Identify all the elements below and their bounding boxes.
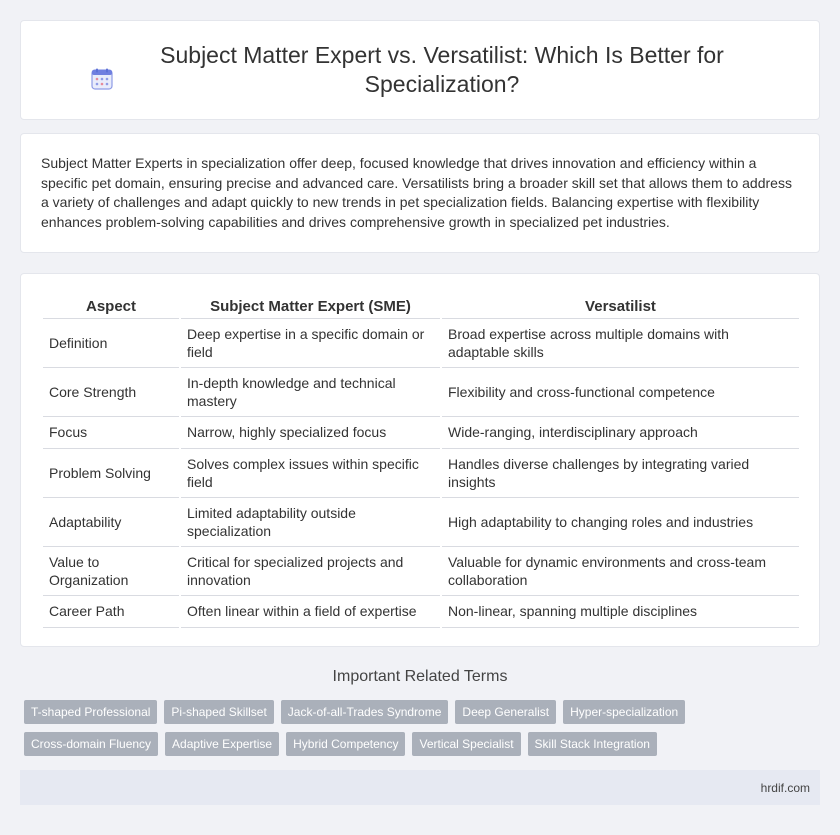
calendar-icon bbox=[90, 67, 114, 91]
title-wrap bbox=[90, 41, 750, 99]
intro-card bbox=[20, 133, 820, 253]
table-row bbox=[43, 546, 799, 595]
table-row bbox=[43, 318, 799, 367]
related-terms-tags bbox=[24, 700, 824, 764]
sme-cell: Often linear within a field of expertise bbox=[180, 595, 441, 627]
table-row bbox=[43, 497, 799, 546]
versatilist-cell: Handles diverse challenges by integrating varied insights bbox=[441, 448, 799, 497]
aspect-cell: Core Strength bbox=[43, 367, 180, 416]
versatilist-cell: Broad expertise across multiple domains with adaptable skills bbox=[441, 318, 799, 367]
table-row bbox=[43, 595, 799, 627]
tag-hyper-specialization[interactable]: Hyper-specialization bbox=[563, 700, 685, 724]
header-sme: Subject Matter Expert (SME) bbox=[180, 294, 441, 318]
title-card bbox=[20, 20, 820, 120]
aspect-cell: Focus bbox=[43, 416, 180, 448]
aspect-cell: Adaptability bbox=[43, 497, 180, 546]
comparison-table bbox=[43, 294, 799, 628]
tag-jack-of-all-trades[interactable]: Jack-of-all-Trades Syndrome bbox=[281, 700, 449, 724]
versatilist-cell: Wide-ranging, interdisciplinary approach bbox=[441, 416, 799, 448]
tag-row-1 bbox=[24, 700, 824, 724]
header-aspect: Aspect bbox=[43, 294, 180, 318]
aspect-cell: Value to Organization bbox=[43, 546, 180, 595]
tag-cross-domain-fluency[interactable]: Cross-domain Fluency bbox=[24, 732, 158, 756]
tag-hybrid-competency[interactable]: Hybrid Competency bbox=[286, 732, 405, 756]
sme-cell: Narrow, highly specialized focus bbox=[180, 416, 441, 448]
sme-cell: Limited adaptability outside specialization bbox=[180, 497, 441, 546]
header-versatilist: Versatilist bbox=[441, 294, 799, 318]
versatilist-cell: High adaptability to changing roles and industries bbox=[441, 497, 799, 546]
tag-t-shaped-professional[interactable]: T-shaped Professional bbox=[24, 700, 157, 724]
versatilist-cell: Non-linear, spanning multiple disciplines bbox=[441, 595, 799, 627]
tag-skill-stack-integration[interactable]: Skill Stack Integration bbox=[528, 732, 657, 756]
aspect-cell: Definition bbox=[43, 318, 180, 367]
versatilist-cell: Valuable for dynamic environments and cross-team collaboration bbox=[441, 546, 799, 595]
intro-paragraph: Subject Matter Experts in specialization offer deep, focused knowledge that drives innovation and efficiency within a specific pet domain, ensuring precise and advanced care. Versatilists bring a broader skill set that allows them to address a variety of challenges and adapt quickly to new trends in pet specialization fields. Balancing expertise with flexibility enhances problem-solving capabilities and drives comprehensive growth in specialized pet industries. bbox=[41, 155, 792, 230]
table-row bbox=[43, 448, 799, 497]
tag-adaptive-expertise[interactable]: Adaptive Expertise bbox=[165, 732, 279, 756]
comparison-card bbox=[20, 273, 820, 647]
tag-vertical-specialist[interactable]: Vertical Specialist bbox=[412, 732, 520, 756]
table-header-row bbox=[43, 294, 799, 318]
page-title: Subject Matter Expert vs. Versatilist: Which Is Better for Specialization? bbox=[160, 42, 724, 97]
footer-site-link[interactable]: hrdif.com bbox=[760, 780, 810, 795]
tag-deep-generalist[interactable]: Deep Generalist bbox=[455, 700, 556, 724]
sme-cell: Deep expertise in a specific domain or field bbox=[180, 318, 441, 367]
sme-cell: Critical for specialized projects and innovation bbox=[180, 546, 441, 595]
footer bbox=[20, 770, 820, 805]
tag-pi-shaped-skillset[interactable]: Pi-shaped Skillset bbox=[164, 700, 273, 724]
aspect-cell: Career Path bbox=[43, 595, 180, 627]
sme-cell: Solves complex issues within specific field bbox=[180, 448, 441, 497]
versatilist-cell: Flexibility and cross-functional competence bbox=[441, 367, 799, 416]
tag-row-2 bbox=[24, 732, 824, 756]
sme-cell: In-depth knowledge and technical mastery bbox=[180, 367, 441, 416]
table-row bbox=[43, 416, 799, 448]
table-row bbox=[43, 367, 799, 416]
aspect-cell: Problem Solving bbox=[43, 448, 180, 497]
related-terms-heading: Important Related Terms bbox=[332, 668, 508, 685]
